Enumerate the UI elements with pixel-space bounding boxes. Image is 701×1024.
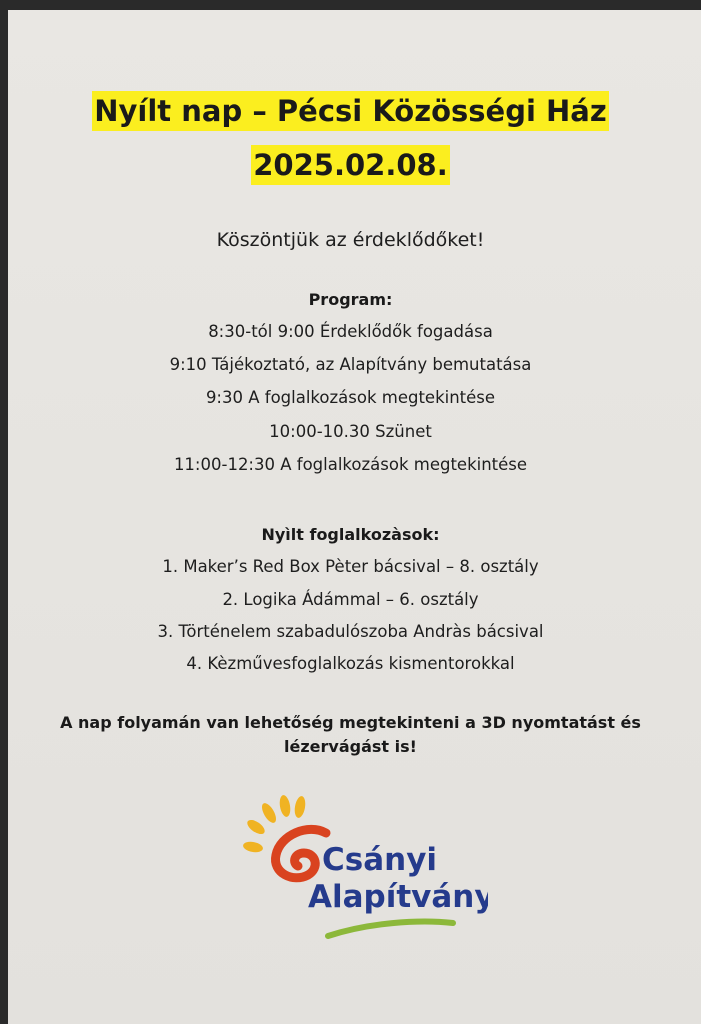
session-item: 2. Logika Ádámmal – 6. osztály [222,590,479,609]
program-item: 8:30-tól 9:00 Érdeklődők fogadása [208,322,493,341]
program-item: 10:00-10.30 Szünet [269,422,432,441]
logo-text-line-2: Alapítvány [308,879,488,915]
swirl-icon [276,829,326,877]
event-date: 2025.02.08. [251,145,449,185]
title-row [0,91,701,131]
logo-graphic [238,795,488,945]
csanyi-foundation-logo [238,795,488,945]
welcome-text: Köszöntjük az érdeklődőket! [216,229,485,251]
program-item: 9:30 A foglalkozások megtekintése [205,388,496,407]
event-title: Nyílt nap – Pécsi Közösségi Ház [92,91,608,131]
sessions-heading: Nyìlt foglalkozàsok: [261,525,440,544]
program-item: 9:10 Tájékoztató, az Alapítvány bemutatása [169,355,532,374]
date-row [0,145,701,185]
program-item: 11:00-12:30 A foglalkozások megtekintése [173,455,528,474]
sun-rays-icon [242,795,307,854]
session-item: 1. Maker’s Red Box Pèter bácsival – 8. osztály [162,557,539,576]
note-line-2: lézervágást is! [284,737,417,756]
note-line-1: A nap folyamán van lehetőség megtekinteni a 3D nyomtatást és [60,713,641,732]
logo-text-line-1: Csányi [322,842,438,878]
session-item: 4. Kèzművesfoglalkozás kismentorokkal [186,654,515,673]
program-heading: Program: [308,290,393,309]
session-item: 3. Történelem szabadulószoba Andràs bácsival [157,622,544,641]
underline-brush-icon [328,922,453,936]
